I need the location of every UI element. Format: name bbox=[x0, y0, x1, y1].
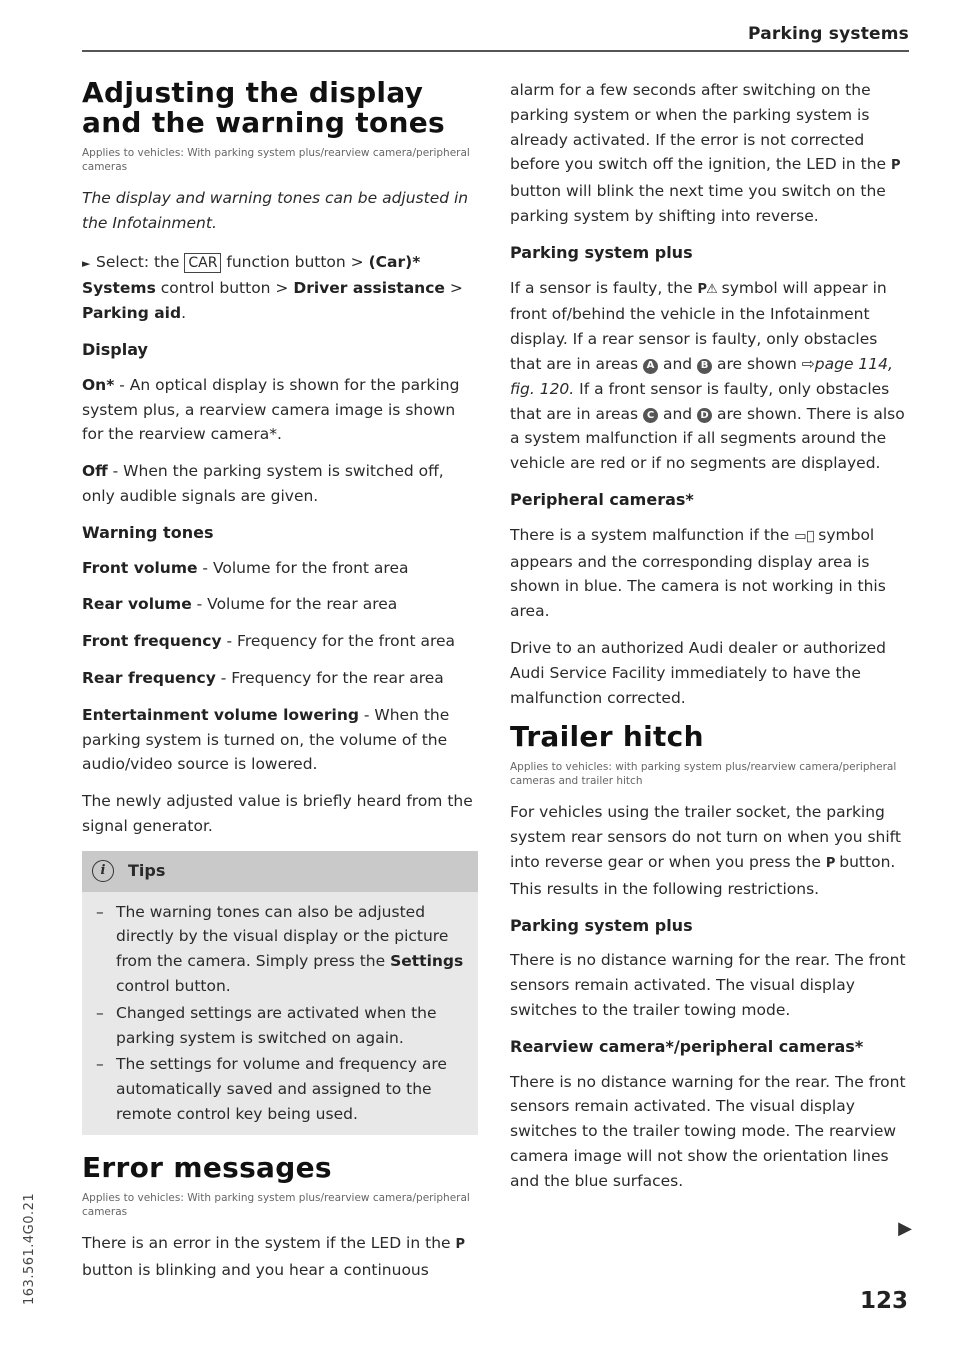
arrow-ref-icon: ⇨ bbox=[801, 354, 815, 373]
section-title-trailer: Trailer hitch bbox=[510, 720, 704, 754]
display-off-text: Off - When the parking system is switched off, only audible signals are given. bbox=[82, 462, 444, 505]
peripheral-cameras-text: There is a system malfunction if the ▭⃠ symbol appears and the corresponding display area is shown in blue. The camera is not working in this area. bbox=[510, 525, 886, 621]
trailer-applies-note: Applies to vehicles: with parking system plus/rearview camera/peripheral cameras and trailer hitch bbox=[510, 761, 897, 788]
tips-header bbox=[82, 851, 478, 892]
tips-box bbox=[82, 851, 478, 1135]
area-c-marker: C bbox=[643, 408, 658, 423]
intro-text: The display and warning tones can be adjusted in the Infotainment. bbox=[82, 189, 469, 232]
display-on-text: On* - An optical display is shown for the parking system plus, a rearview camera image is shown for the rearview camera*. bbox=[82, 375, 460, 444]
error-text: There is an error in the system if the LED in the P button is blinking and you hear a continuous bbox=[82, 1233, 465, 1279]
warning-tones-heading: Warning tones bbox=[82, 522, 214, 542]
drive-to-dealer-text: Drive to an authorized Audi dealer or authorized Audi Service Facility immediately to have the malfunction corrected. bbox=[510, 638, 887, 707]
parking-system-plus-text: If a sensor is faulty, the P⚠ symbol will appear in front of/behind the vehicle in the Infotainment display. If a rear sensor is faulty, only obstacles that are in areas A and B are shown ⇨page 114, fig. 120. If a front sensor is faulty, only obstacles that are in areas C and D are shown. There is also a system malfunction if all segments around the vehicle are red or if no segments are displayed. bbox=[510, 278, 905, 473]
warning-item: Front volume - Volume for the front area bbox=[82, 558, 409, 577]
error-applies-note: Applies to vehicles: With parking system plus/rearview camera/peripheral cameras bbox=[82, 1191, 470, 1218]
running-header: Parking systems bbox=[748, 24, 909, 44]
section-title-error: Error messages bbox=[82, 1150, 332, 1184]
area-d-marker: D bbox=[697, 408, 712, 423]
display-heading: Display bbox=[82, 339, 148, 359]
newly-adjusted-text: The newly adjusted value is briefly heard from the signal generator. bbox=[82, 792, 473, 835]
left-column bbox=[82, 68, 478, 1294]
tips-body bbox=[82, 892, 478, 1135]
trailer-text: For vehicles using the trailer socket, the parking system rear sensors do not turn on when you shift into reverse gear or when you press the P button. This results in the following restrictions. bbox=[510, 803, 901, 898]
tips-item: – The settings for volume and frequency are automatically saved and assigned to the remote control key being used. bbox=[96, 1055, 447, 1123]
car-key: CAR bbox=[184, 253, 221, 273]
right-column bbox=[510, 78, 910, 1205]
tips-item: – The warning tones can also be adjusted directly by the visual display or the picture from the camera. Simply press the Settings control button. bbox=[96, 902, 464, 995]
parking-system-plus-heading: Parking system plus bbox=[510, 242, 693, 262]
warning-item: Rear volume - Volume for the rear area bbox=[82, 595, 398, 614]
header-rule bbox=[82, 50, 909, 52]
page-number: 123 bbox=[859, 1288, 908, 1314]
warning-item: Entertainment volume lowering - When the parking system is turned on, the volume of the audio/video source is lowered. bbox=[82, 705, 450, 774]
tips-item: – Changed settings are activated when the parking system is switched on again. bbox=[96, 1003, 437, 1047]
continue-arrow-icon: ▶ bbox=[898, 1218, 912, 1239]
section-title-adjusting: Adjusting the display and the warning tones bbox=[82, 76, 446, 139]
area-b-marker: B bbox=[697, 359, 712, 374]
rearview-camera-text: There is no distance warning for the rear. The front sensors remain activated. The visual display switches to the trailer towing mode. The rearview camera image will not show the orientation lines and the blue surfaces. bbox=[510, 1072, 906, 1190]
error-continued-text: alarm for a few seconds after switching on the parking system or when the parking system is already activated. If the error is not corrected before you switch off the ignition, the LED in the P button will blink the next time you switch on the parking system by shifting into reverse. bbox=[510, 81, 900, 225]
info-icon: i bbox=[92, 860, 114, 882]
arrow-bullet-icon: ► bbox=[82, 256, 91, 270]
parking-button-icon: P bbox=[825, 855, 835, 871]
page-reference-link[interactable]: page 114, fig. 120. bbox=[510, 354, 893, 398]
parking-system-plus-heading-2: Parking system plus bbox=[510, 915, 693, 935]
side-document-code: 163.561.4G0.21 bbox=[22, 1192, 37, 1305]
parking-button-icon: P bbox=[890, 158, 900, 174]
tips-title: Tips bbox=[128, 860, 166, 880]
peripheral-cameras-heading: Peripheral cameras* bbox=[510, 489, 694, 509]
parking-system-plus-text-2: There is no distance warning for the rear. The front sensors remain activated. The visual display switches to the trailer towing mode. bbox=[510, 951, 906, 1019]
warning-item: Front frequency - Frequency for the front area bbox=[82, 632, 456, 651]
camera-fault-icon: ▭⃠ bbox=[794, 528, 814, 544]
rearview-camera-heading: Rearview camera*/peripheral cameras* bbox=[510, 1036, 864, 1056]
sensor-fault-icon: P⚠ bbox=[697, 281, 717, 297]
area-a-marker: A bbox=[643, 359, 658, 374]
parking-button-icon: P bbox=[455, 1236, 465, 1252]
warning-item: Rear frequency - Frequency for the rear area bbox=[82, 668, 444, 687]
applies-note: Applies to vehicles: With parking system plus/rearview camera/peripheral cameras bbox=[82, 147, 470, 173]
select-instruction: ► Select: the CAR function button > (Car)* Systems control button > Driver assistance > Parking aid. bbox=[82, 252, 463, 323]
